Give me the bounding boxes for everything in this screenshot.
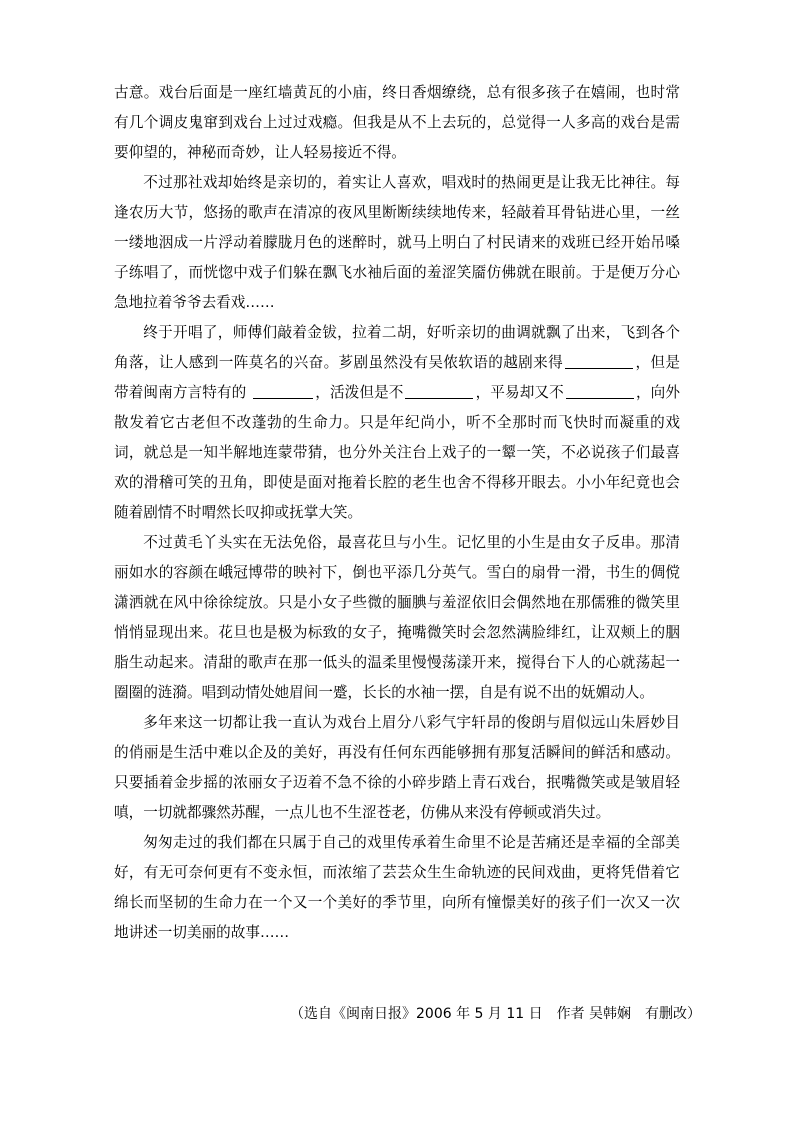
paragraph-3-part-d: ，平易却又不 (475, 384, 564, 401)
paragraph-2: 不过那社戏却始终是亲切的，着实让人喜欢，唱戏时的热闹更是让我无比神往。每逢农历大节，悠扬的歌声在清凉的夜风里断断续续地传来，轻敲着耳骨钻进心里，一丝一缕地洇成一片浮动着朦胧月色的迷醉时，就马上明白了村民请来的戏班已经开始吊嗓子练唱了，而恍惚中戏子们躲在飘飞水袖后面的羞涩笑靥仿佛就在眼前。于是便万分心急地拉着爷爷去看戏…… (114, 174, 680, 311)
paragraph-3-part-c: ，活泼但是不 (315, 384, 404, 401)
paragraph-6: 匆匆走过的我们都在只属于自己的戏里传承着生命里不论是苦痛还是幸福的全部美好，有无可奈何更有不变永恒，而浓缩了芸芸众生生命轨迹的民间戏曲，更将凭借着它绵长而坚韧的生命力在一个又一个美好的季节里，向所有憧憬美好的孩子们一次又一次地讲述一切美丽的故事…… (114, 834, 680, 941)
fill-blank-3[interactable] (405, 382, 473, 399)
paragraph-3-part-e: ，向外散发着它古老但不改蓬勃的生命力。只是年纪尚小，听不全那时而飞快时而凝重的戏词，就总是一知半解地连蒙带猜，也分外关注台上戏子的一颦一笑，不必说孩子们最喜欢的滑稽可笑的丑角，即使是面对拖着长腔的老生也舍不得移开眼去。小小年纪竟也会随着剧情不时喟然长叹抑或抚掌大笑。 (114, 384, 680, 521)
source-citation: （选自《闽南日报》2006 年 5 月 11 日 作者 吴韩娴 有删改） (290, 1006, 702, 1022)
fill-blank-1[interactable] (565, 352, 633, 369)
paragraph-3-part-b: ，但是带着闽南方言特有的 (114, 354, 680, 401)
paragraph-3-part-a: 终于开唱了，师傅们敲着金钹，拉着二胡，好听亲切的曲调就飘了出来，飞到各个角落，让人感到一阵莫名的兴奋。芗剧虽然没有吴侬软语的越剧来得 (114, 324, 680, 371)
paragraph-3 (114, 318, 680, 528)
article-body (114, 78, 680, 948)
fill-blank-4[interactable] (566, 382, 634, 399)
paragraph-1: 古意。戏台后面是一座红墙黄瓦的小庙，终日香烟缭绕，总有很多孩子在嬉闹，也时常有几个调皮鬼窜到戏台上过过戏瘾。但我是从不上去玩的，总觉得一人多高的戏台是需要仰望的，神秘而奇妙，让人轻易接近不得。 (114, 84, 680, 161)
paragraph-4: 不过黄毛丫头实在无法免俗，最喜花旦与小生。记忆里的小生是由女子反串。那清丽如水的容颜在峨冠博带的映衬下，倒也平添几分英气。雪白的扇骨一滑，书生的倜傥潇洒就在风中徐徐绽放。只是小女子些微的腼腆与羞涩依旧会偶然地在那儒雅的微笑里悄悄显现出来。花旦也是极为标致的女子，掩嘴微笑时会忽然满脸绯红，让双颊上的胭脂生动起来。清甜的歌声在那一低头的温柔里慢慢荡漾开来，搅得台下人的心就荡起一圈圈的涟漪。唱到动情处她眉间一蹙，长长的水袖一摆，自是有说不出的妩媚动人。 (114, 534, 680, 701)
fill-blank-2[interactable] (253, 382, 313, 399)
paragraph-5: 多年来这一切都让我一直认为戏台上眉分八彩气宇轩昂的俊朗与眉似远山朱唇妙目的俏丽是生活中难以企及的美好，再没有任何东西能够拥有那复活瞬间的鲜活和感动。只要插着金步摇的浓丽女子迈着不急不徐的小碎步踏上青石戏台，抿嘴微笑或是皱眉轻嗔，一切就都骤然苏醒，一点儿也不生涩苍老，仿佛从来没有停顿或消失过。 (114, 714, 680, 821)
